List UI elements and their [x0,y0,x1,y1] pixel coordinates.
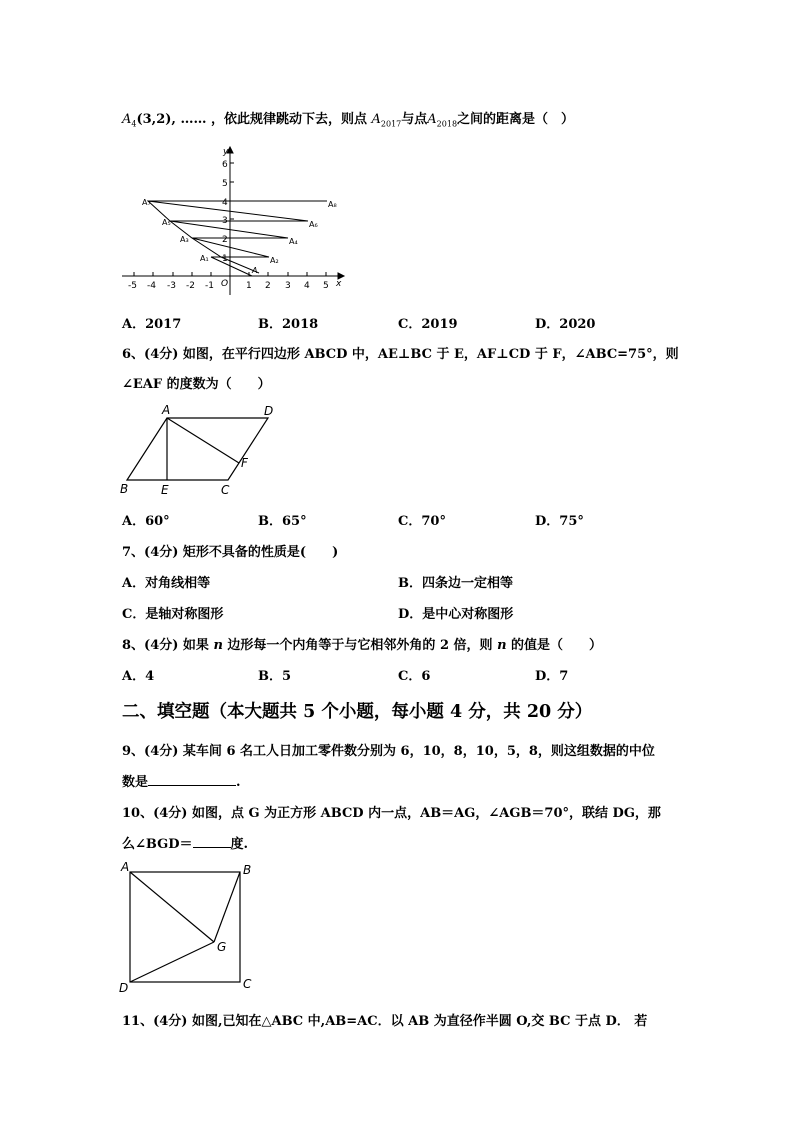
q5-option-b[interactable]: B．2018 [258,317,319,332]
point-label-e: E [161,483,169,497]
point-label: A₈ [328,200,337,209]
segment-ag [130,872,214,942]
q8-option-c[interactable]: C．6 [398,669,431,684]
q6-option-a[interactable]: A．60° [122,514,170,529]
vertex-label-c: C [221,483,230,497]
q7-option-b[interactable]: B．四条边一定相等 [398,576,513,591]
q9-answer-blank[interactable] [148,773,236,786]
point-label: A₆ [309,220,318,229]
q6-option-c[interactable]: C．70° [398,514,446,529]
q7-option-a[interactable]: A．对角线相等 [122,576,211,591]
x-tick-label: 1 [246,281,252,291]
x-tick-label: -3 [167,281,176,291]
segment-bg [214,872,240,942]
q10-stem-line2: 么∠BGD＝ 度. [122,837,249,852]
q9-stem-line1: 9、(4分) 某车间 6 名工人日加工零件数分别为 6，10，8，10，5，8，则这组数据的中位 [122,744,655,759]
x-tick-label: -1 [205,281,214,291]
q8-option-d[interactable]: D．7 [535,669,569,684]
vertex-label-d: D [119,981,129,995]
y-tick-label: 4 [222,198,228,208]
y-tick-label: 5 [222,179,228,189]
x-tick-label: -2 [186,281,195,291]
q8-option-b[interactable]: B．5 [258,669,292,684]
point-label: A₃ [180,235,189,244]
x-tick-label: 4 [304,281,310,291]
q6-option-d[interactable]: D．75° [535,514,584,529]
x-tick-label: 2 [265,281,271,291]
q8-stem: 8、(4分) 如果 n 边形每一个内角等于与它相邻外角的 2 倍，则 n 的值是（ ） [122,638,603,653]
q6-parallelogram-figure [118,403,283,498]
q6-option-b[interactable]: B．65° [258,514,307,529]
y-tick-label: 1 [222,254,228,264]
q11-stem-line1: 11、(4分) 如图,已知在△ABC 中,AB=AC．以 AB 为直径作半圆 O,交 BC 于点 D． 若 [122,1014,648,1029]
x-tick-label: -5 [128,281,137,291]
x-tick-label: 3 [285,281,291,291]
vertex-label-b: B [243,863,252,877]
segment-af [167,418,239,463]
q8-option-a[interactable]: A．4 [122,669,155,684]
point-label-f: F [241,456,248,470]
segment-dg [130,942,214,982]
q5-stem: $A_4(3,2)$, …… ，依此规律跳动下去，则点 $A_{2017}$与点$A_{2018}$之间的距离是（ ） [122,112,575,129]
origin-label: O [221,279,229,289]
square-abcd [130,872,240,982]
point-label: A₂ [270,256,279,265]
point-label: A₄ [289,237,298,246]
q6-stem-line2: ∠EAF 的度数为（ ） [122,377,271,392]
q5-option-a[interactable]: A．2017 [122,317,182,332]
x-axis-label: x [336,279,342,289]
point-label: A₁ [200,254,209,263]
q7-stem: 7、(4分) 矩形不具备的性质是( ) [122,545,339,560]
point-a-label: A [252,266,258,275]
vertex-label-d: D [264,404,274,418]
q5-option-c[interactable]: C．2019 [398,317,458,332]
parallelogram-abcd [127,418,268,480]
x-tick-label: 5 [323,281,329,291]
q5-option-d[interactable]: D．2020 [535,317,596,332]
y-axis-label: y [223,147,229,157]
q10-stem-line1: 10、(4分) 如图，点 G 为正方形 ABCD 内一点，AB＝AG，∠AGB＝70°，联结 DG，那 [122,806,661,821]
y-tick-label: 6 [222,160,228,170]
vertex-label-c: C [243,977,252,991]
vertex-label-b: B [120,482,129,496]
q9-stem-line2: 数是 . [122,775,241,790]
q6-stem-line1: 6、(4分) 如图，在平行四边形 ABCD 中，AE⊥BC 于 E，AF⊥CD 于 F，∠ABC=75°，则 [122,347,679,362]
point-label-g: G [217,940,227,954]
point-label: A₇ [142,198,151,207]
point-label: A₅ [162,218,171,227]
q10-square-figure [116,858,261,998]
q7-option-c[interactable]: C．是轴对称图形 [122,607,224,622]
section-heading: 二、填空题（本大题共 5 个小题，每小题 4 分，共 20 分） [122,702,593,722]
x-tick-label: -4 [147,281,156,291]
q10-answer-blank[interactable] [193,835,231,848]
q7-option-d[interactable]: D．是中心对称图形 [398,607,514,622]
vertex-label-a: A [121,860,130,874]
vertex-label-a: A [162,403,171,417]
y-tick-label: 3 [222,216,228,226]
y-tick-label: 2 [222,235,228,245]
q5-coordinate-figure [118,145,353,295]
